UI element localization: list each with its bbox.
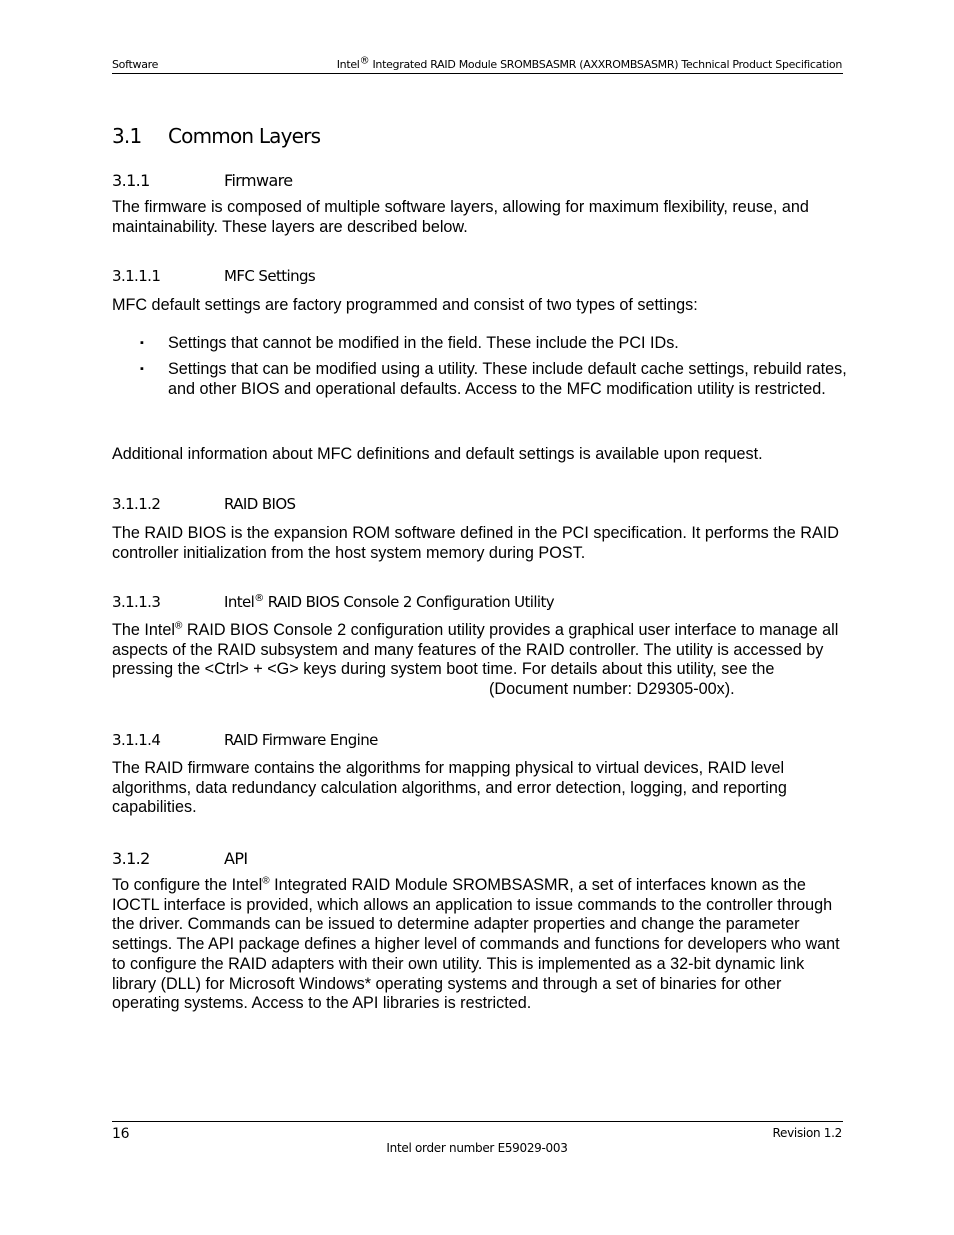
paragraph-api — [112, 876, 843, 1014]
bullet-text: Settings that can be modified using a utility. These include default cache settings, rebuild rates, and other BIOS and operational defaults. Access to the MFC modification utility is restricted. — [168, 360, 847, 398]
heading-brand: Intel — [224, 593, 255, 611]
heading-number: 3.1.1.2 — [112, 495, 161, 513]
heading-3-1-1-1 — [112, 267, 315, 285]
text-run: RAID BIOS Console 2 configuration utility provides a graphical user interface to manage all aspects of the RAID subsystem and many features of the RAID controller. The utility is accessed by pressing the <Ctrl> + <G> keys during system boot time. For details about this utility, see the — [112, 621, 839, 679]
heading-number: 3.1.1.3 — [112, 593, 161, 611]
registered-mark: ® — [175, 620, 183, 632]
heading-3-1-1 — [112, 171, 293, 190]
header-section-name: Software — [112, 58, 159, 71]
paragraph-mfc-additional: Additional information about MFC definitions and default settings is available upon request. — [112, 445, 763, 463]
heading-title: Common Layers — [168, 124, 321, 148]
heading-3-1-1-4 — [112, 731, 378, 749]
bullet-text: Settings that cannot be modified in the field. These include the PCI IDs. — [168, 334, 679, 352]
heading-number: 3.1.1.4 — [112, 731, 161, 749]
heading-title: RAID BIOS — [224, 495, 296, 513]
footer-order-number: Intel order number E59029-003 — [386, 1141, 568, 1155]
heading-3-1-2 — [112, 849, 248, 868]
paragraph-firmware: The firmware is composed of multiple software layers, allowing for maximum flexibility, reuse, and maintainability. These layers are described below. — [112, 198, 809, 236]
heading-number: 3.1.2 — [112, 849, 150, 868]
bullet-marker: ▪ — [140, 337, 144, 349]
heading-3-1-1-3 — [112, 593, 554, 611]
paragraph-raid-bios: The RAID BIOS is the expansion ROM software defined in the PCI specification. It performs the RAID controller initialization from the host system memory during POST. — [112, 524, 839, 562]
heading-title: Firmware — [224, 171, 293, 190]
footer-rule — [112, 1121, 843, 1122]
running-header — [112, 56, 842, 74]
heading-number: 3.1 — [112, 124, 142, 148]
heading-title: API — [224, 849, 248, 868]
text-run: To configure the Intel — [112, 876, 263, 894]
text-run: The Intel — [112, 621, 175, 639]
heading-title-rest: RAID BIOS Console 2 Configuration Utility — [263, 593, 555, 611]
heading-title: MFC Settings — [224, 267, 316, 285]
text-run: Integrated RAID Module SROMBSASMR, a set of interfaces known as the IOCTL interface is provided, which allows an application to issue commands to the controller through the driver. Commands can be issued to determine adapter properties and change the parameter settings. The API package defines a higher level of commands and functions for developers who want to configure the RAID adapters with their own utility. This is implemented as a 32-bit dynamic link library (DLL) for Microsoft Windows* operating systems and through a set of binaries for other operating systems. Access to the API libraries is restricted. — [112, 876, 840, 1013]
header-document-title — [336, 55, 842, 71]
header-brand: Intel — [336, 58, 360, 71]
paragraph-bios-console — [112, 620, 843, 698]
heading-3-1-1-2 — [112, 495, 295, 513]
heading-3-1 — [112, 124, 320, 148]
paragraph-raid-firmware-engine: The RAID firmware contains the algorithms for mapping physical to virtual devices, RAID level algorithms, data redundancy calculation algorithms, and error detection, logging, and reporting capabilities. — [112, 759, 787, 817]
footer-page-number: 16 — [112, 1126, 130, 1142]
heading-number: 3.1.1.1 — [112, 267, 161, 285]
footer-revision: Revision 1.2 — [772, 1126, 842, 1140]
registered-mark: ® — [262, 875, 270, 887]
header-registered-mark: ® — [359, 55, 370, 67]
heading-number: 3.1.1 — [112, 171, 150, 190]
header-title-rest: Integrated RAID Module SROMBSASMR (AXXROMBSASMR) Technical Product Specification — [369, 58, 842, 71]
heading-title: RAID Firmware Engine — [224, 731, 378, 749]
document-number: (Document number: D29305-00x). — [489, 680, 735, 698]
bullet-marker: ▪ — [140, 363, 144, 375]
header-rule — [112, 73, 843, 74]
heading-registered-mark: ® — [254, 593, 264, 604]
paragraph-mfc-settings: MFC default settings are factory programmed and consist of two types of settings: — [112, 296, 698, 314]
